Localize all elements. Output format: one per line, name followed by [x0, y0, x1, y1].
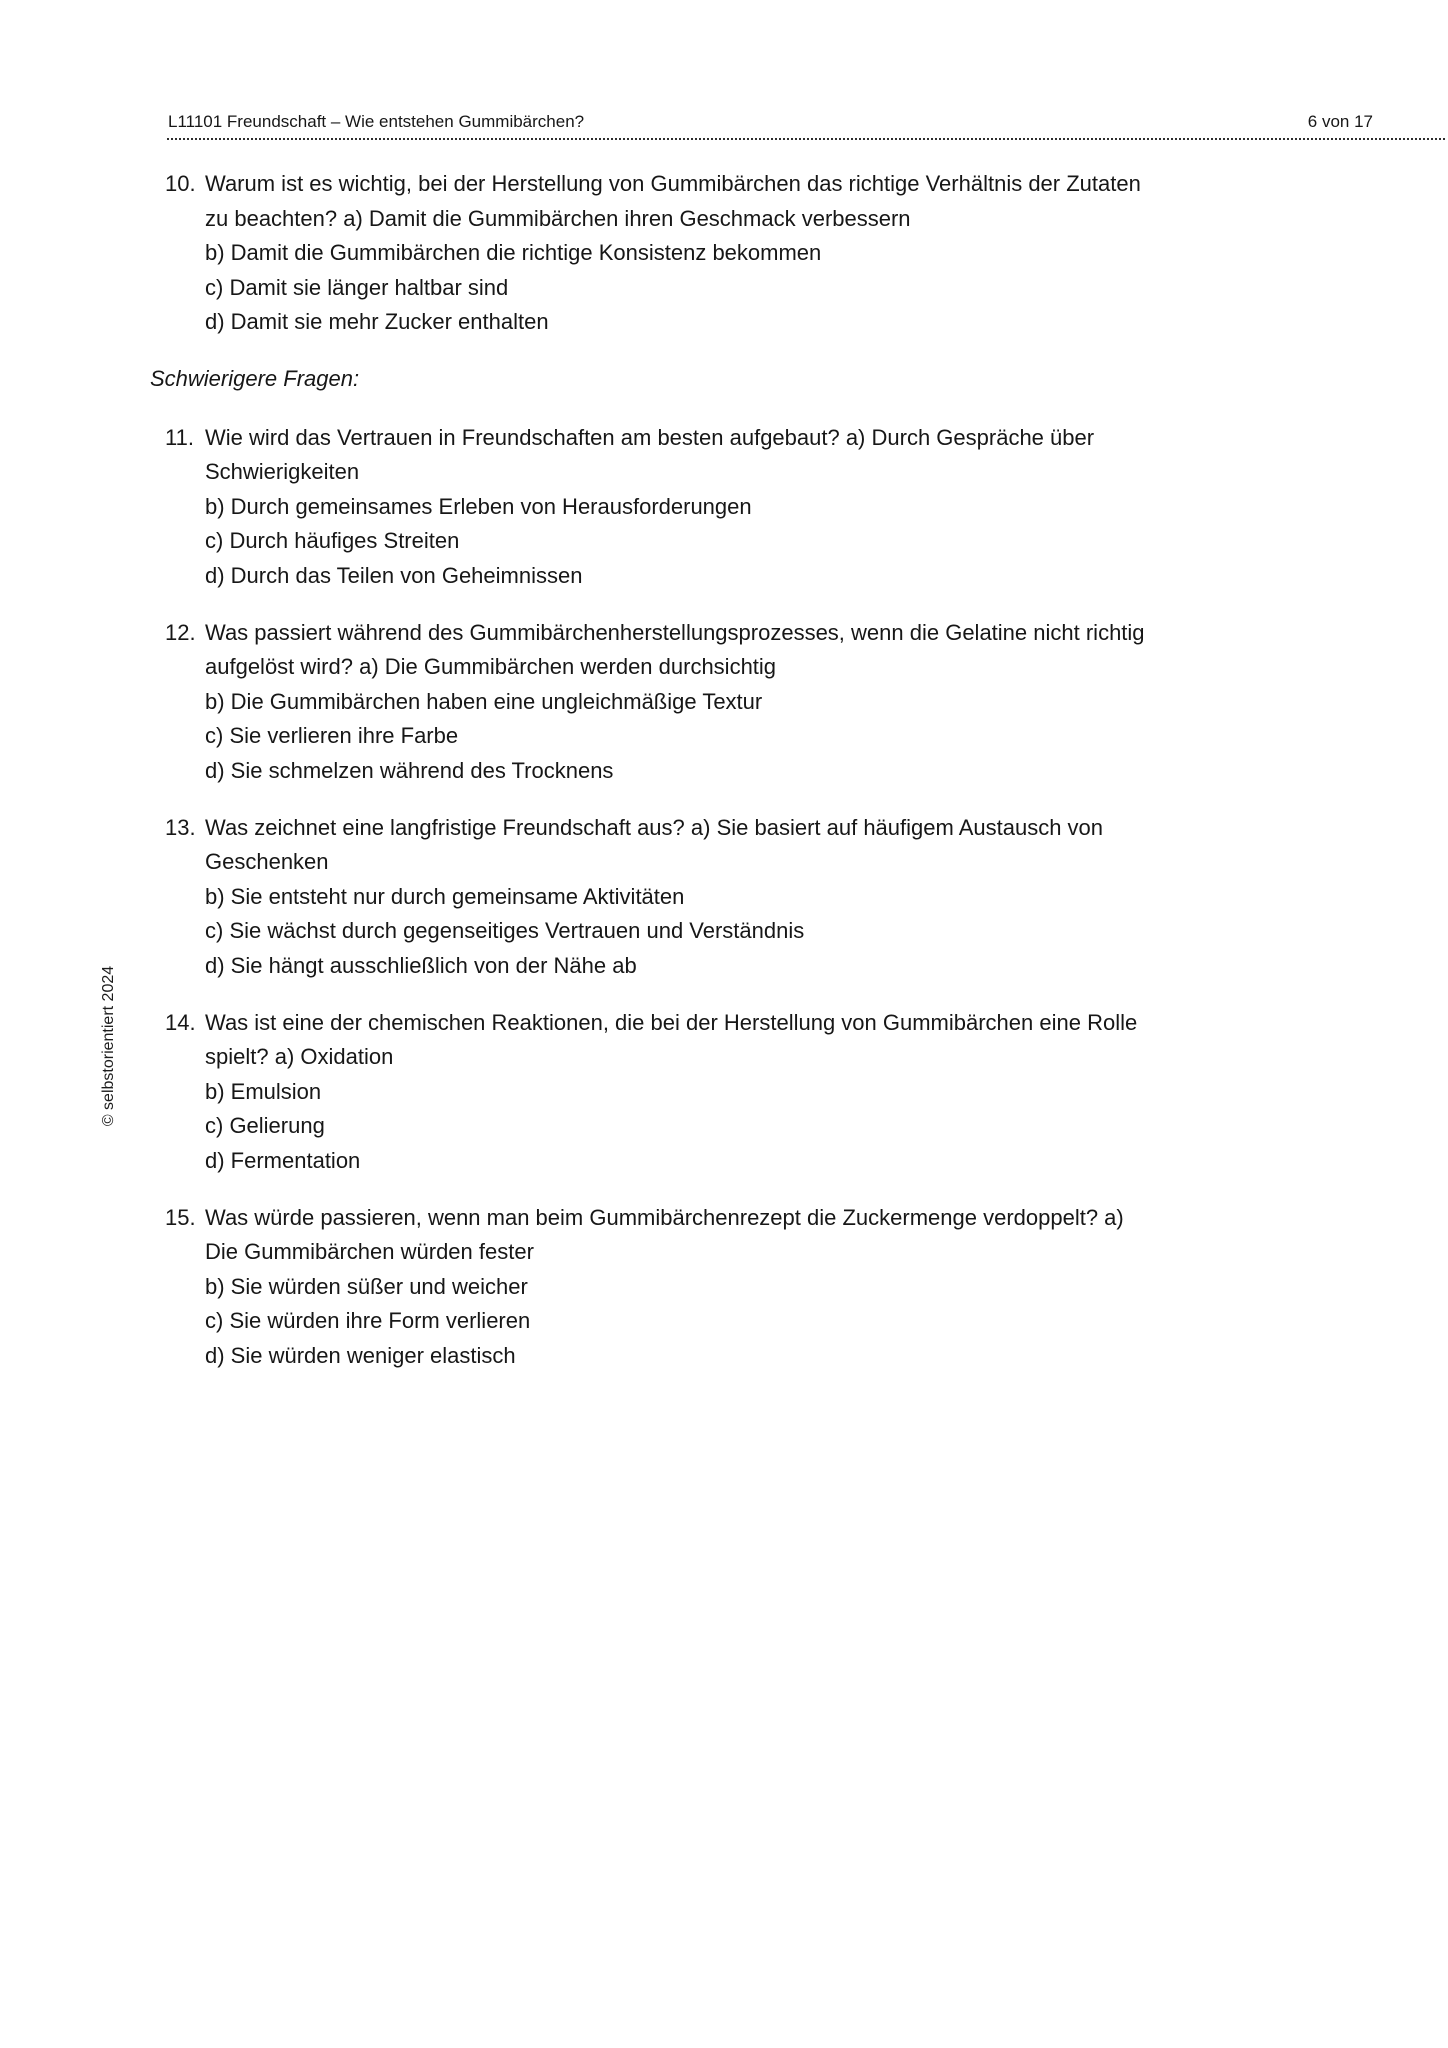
question-text-line: b) Sie entsteht nur durch gemeinsame Aktivitäten	[205, 883, 685, 909]
question-text-line: b) Damit die Gummibärchen die richtige Konsistenz bekommen	[205, 240, 822, 265]
header-title: L11101 Freundschaft – Wie entstehen Gummibärchen?	[168, 112, 585, 131]
question-text-line: Was passiert während des Gummibärchenherstellungsprozesses, wenn die Gelatine nicht richtig	[205, 619, 1145, 645]
question-text-line: Was zeichnet eine langfristige Freundschaft aus? a) Sie basiert auf häufigem Austausch von	[205, 814, 1104, 840]
question-text-line: d) Damit sie mehr Zucker enthalten	[205, 309, 549, 334]
question-text-line: zu beachten? a) Damit die Gummibärchen ihren Geschmack verbessern	[205, 205, 911, 231]
question-text-line: Geschenken	[205, 849, 329, 874]
question-text-line: c) Gelierung	[205, 1113, 325, 1138]
question-number: 15.	[165, 1204, 196, 1230]
question-text-line: Die Gummibärchen würden fester	[205, 1239, 534, 1264]
question-number: 14.	[165, 1009, 196, 1035]
copyright-vertical-text: © selbstorientiert 2024	[100, 965, 117, 1127]
question-text-line: c) Sie wächst durch gegenseitiges Vertrauen und Verständnis	[205, 918, 805, 943]
question-text-line: Warum ist es wichtig, bei der Herstellung von Gummibärchen das richtige Verhältnis der Zutaten	[205, 171, 1141, 196]
question-text-line: c) Sie würden ihre Form verlieren	[205, 1308, 531, 1333]
question-text-line: Schwierigkeiten	[205, 459, 360, 484]
question-list	[150, 167, 1380, 1396]
section-heading: Schwierigere Fragen:	[150, 366, 360, 391]
question-block	[150, 1201, 1380, 1374]
question-text-line: d) Sie würden weniger elastisch	[205, 1342, 516, 1368]
question-lines	[205, 421, 1380, 594]
question-text-line: c) Damit sie länger haltbar sind	[205, 274, 509, 300]
question-number: 12.	[165, 619, 196, 645]
question-number: 11.	[165, 424, 194, 450]
question-text-line: b) Die Gummibärchen haben eine ungleichmäßige Textur	[205, 688, 763, 714]
question-block	[150, 616, 1380, 789]
question-text-line: b) Emulsion	[205, 1078, 322, 1104]
question-text-line: d) Durch das Teilen von Geheimnissen	[205, 562, 583, 588]
question-block	[150, 421, 1380, 594]
header-divider-rule	[167, 138, 1445, 140]
question-block	[150, 1006, 1380, 1179]
question-text-line: c) Durch häufiges Streiten	[205, 528, 460, 553]
question-text-line: spielt? a) Oxidation	[205, 1044, 394, 1069]
question-block	[150, 167, 1380, 340]
question-text-line: d) Sie hängt ausschließlich von der Nähe ab	[205, 952, 637, 978]
question-number: 13.	[165, 814, 196, 840]
question-text-line: aufgelöst wird? a) Die Gummibärchen werden durchsichtig	[205, 654, 777, 679]
question-block	[150, 811, 1380, 984]
question-lines	[205, 1006, 1380, 1179]
question-text-line: Wie wird das Vertrauen in Freundschaften am besten aufgebaut? a) Durch Gespräche über	[205, 424, 1095, 450]
question-text-line: Was würde passieren, wenn man beim Gummibärchenrezept die Zuckermenge verdoppelt? a)	[205, 1204, 1124, 1230]
question-lines	[205, 811, 1380, 984]
question-lines	[205, 616, 1380, 789]
question-number: 10.	[165, 171, 196, 196]
page-number: 6 von 17	[1307, 112, 1373, 131]
question-text-line: Was ist eine der chemischen Reaktionen, die bei der Herstellung von Gummibärchen eine Rolle	[205, 1009, 1138, 1035]
question-text-line: d) Fermentation	[205, 1147, 361, 1173]
question-lines	[205, 1201, 1380, 1374]
question-text-line: b) Durch gemeinsames Erleben von Herausforderungen	[205, 493, 752, 519]
question-text-line: d) Sie schmelzen während des Trocknens	[205, 757, 614, 783]
question-lines	[205, 167, 1380, 340]
question-text-line: c) Sie verlieren ihre Farbe	[205, 723, 459, 748]
question-text-line: b) Sie würden süßer und weicher	[205, 1273, 528, 1299]
